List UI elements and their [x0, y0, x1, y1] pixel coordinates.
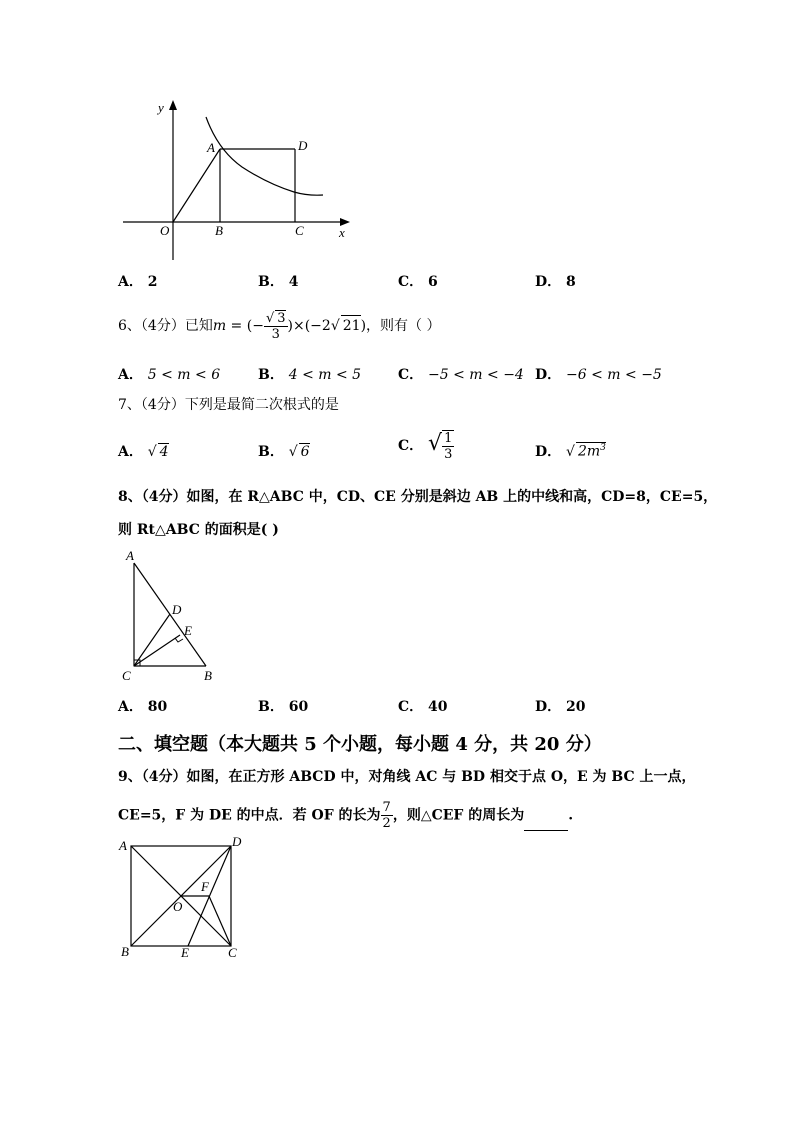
label-a: A [126, 548, 134, 563]
label-x: x [339, 225, 345, 240]
label-b: B [204, 668, 212, 683]
section-title: 二、填空题（本大题共 5 个小题，每小题 4 分，共 20 分） [118, 734, 602, 755]
q6-option-d[interactable]: D． −6 < m < −5 [535, 367, 662, 383]
segment-cf [209, 896, 231, 946]
q9-fraction: $\frac{7}{2}$ [382, 800, 391, 831]
q5-option-a[interactable]: A． 2 [118, 274, 158, 290]
q8-option-a[interactable]: A． 80 [118, 699, 168, 715]
q6-stem: 6、（4分）已知m = (− $\frac{√ 3}{3}$ )×(−2√ 21)，则有（ ） [118, 311, 441, 342]
label-d: D [232, 834, 242, 849]
q5-option-c[interactable]: C． 6 [398, 274, 438, 290]
q7-option-c[interactable]: C． √ $\frac{1}{3}$ [398, 431, 453, 462]
right-angle-e [175, 638, 183, 642]
label-o: O [160, 223, 170, 238]
label-e: E [184, 623, 192, 638]
q7-stem: 7、（4分）下列是最简二次根式的是 [118, 397, 339, 413]
q7-option-b[interactable]: B． √ 6 [258, 444, 310, 460]
q9-stem-line2: CE=5，F 为 DE 的中点．若 OF 的长为 $\frac{7}{2}$ ，则△CEF 的周长为 . [118, 800, 574, 831]
q5-option-b[interactable]: B． 4 [258, 274, 299, 290]
label-f: F [201, 879, 209, 894]
label-a: A [119, 838, 127, 853]
q7-option-d[interactable]: D． √ $2m^3$ [535, 443, 606, 460]
label-d: D [172, 602, 182, 617]
q5-option-d[interactable]: D． 8 [535, 274, 576, 290]
label-c: C [295, 223, 304, 238]
hyperbola-curve [206, 117, 323, 195]
label-b: B [215, 223, 223, 238]
label-a: A [207, 140, 215, 155]
label-b: B [121, 944, 129, 959]
q6-option-a[interactable]: A． 5 < m < 6 [118, 367, 221, 383]
q9-stem-line1: 9、（4分）如图，在正方形 ABCD 中，对角线 AC 与 BD 相交于点 O，E 为 BC 上一点， [118, 769, 696, 785]
q7-option-a[interactable]: A． √ 4 [118, 444, 169, 460]
q8-stem-line2: 则 Rt△ABC 的面积是( ) [118, 522, 279, 538]
segment-oa [173, 149, 220, 222]
q6-fraction: $\frac{√ 3}{3}$ [265, 311, 286, 342]
q6-option-c[interactable]: C． −5 < m < −4 [398, 367, 524, 383]
label-d: D [298, 138, 308, 153]
figure-q8 [118, 548, 228, 688]
label-c: C [122, 668, 131, 683]
q8-stem-line1: 8、（4分）如图，在 R△ABC 中，CD、CE 分别是斜边 AB 上的中线和高，CD=8，CE=5， [118, 489, 718, 505]
q8-option-d[interactable]: D． 20 [535, 699, 586, 715]
label-e: E [181, 945, 189, 960]
segment-cd [134, 614, 170, 666]
label-c: C [228, 945, 237, 960]
figure-q5 [118, 92, 358, 264]
q8-option-c[interactable]: C． 40 [398, 699, 448, 715]
label-y: y [158, 100, 164, 115]
q8-option-b[interactable]: B． 60 [258, 699, 309, 715]
answer-blank[interactable] [524, 816, 568, 831]
label-o: O [173, 899, 183, 914]
q6-option-b[interactable]: B． 4 < m < 5 [258, 367, 362, 383]
figure-q9 [118, 834, 253, 962]
segment-ce [134, 635, 180, 666]
y-axis-arrow [169, 100, 177, 110]
